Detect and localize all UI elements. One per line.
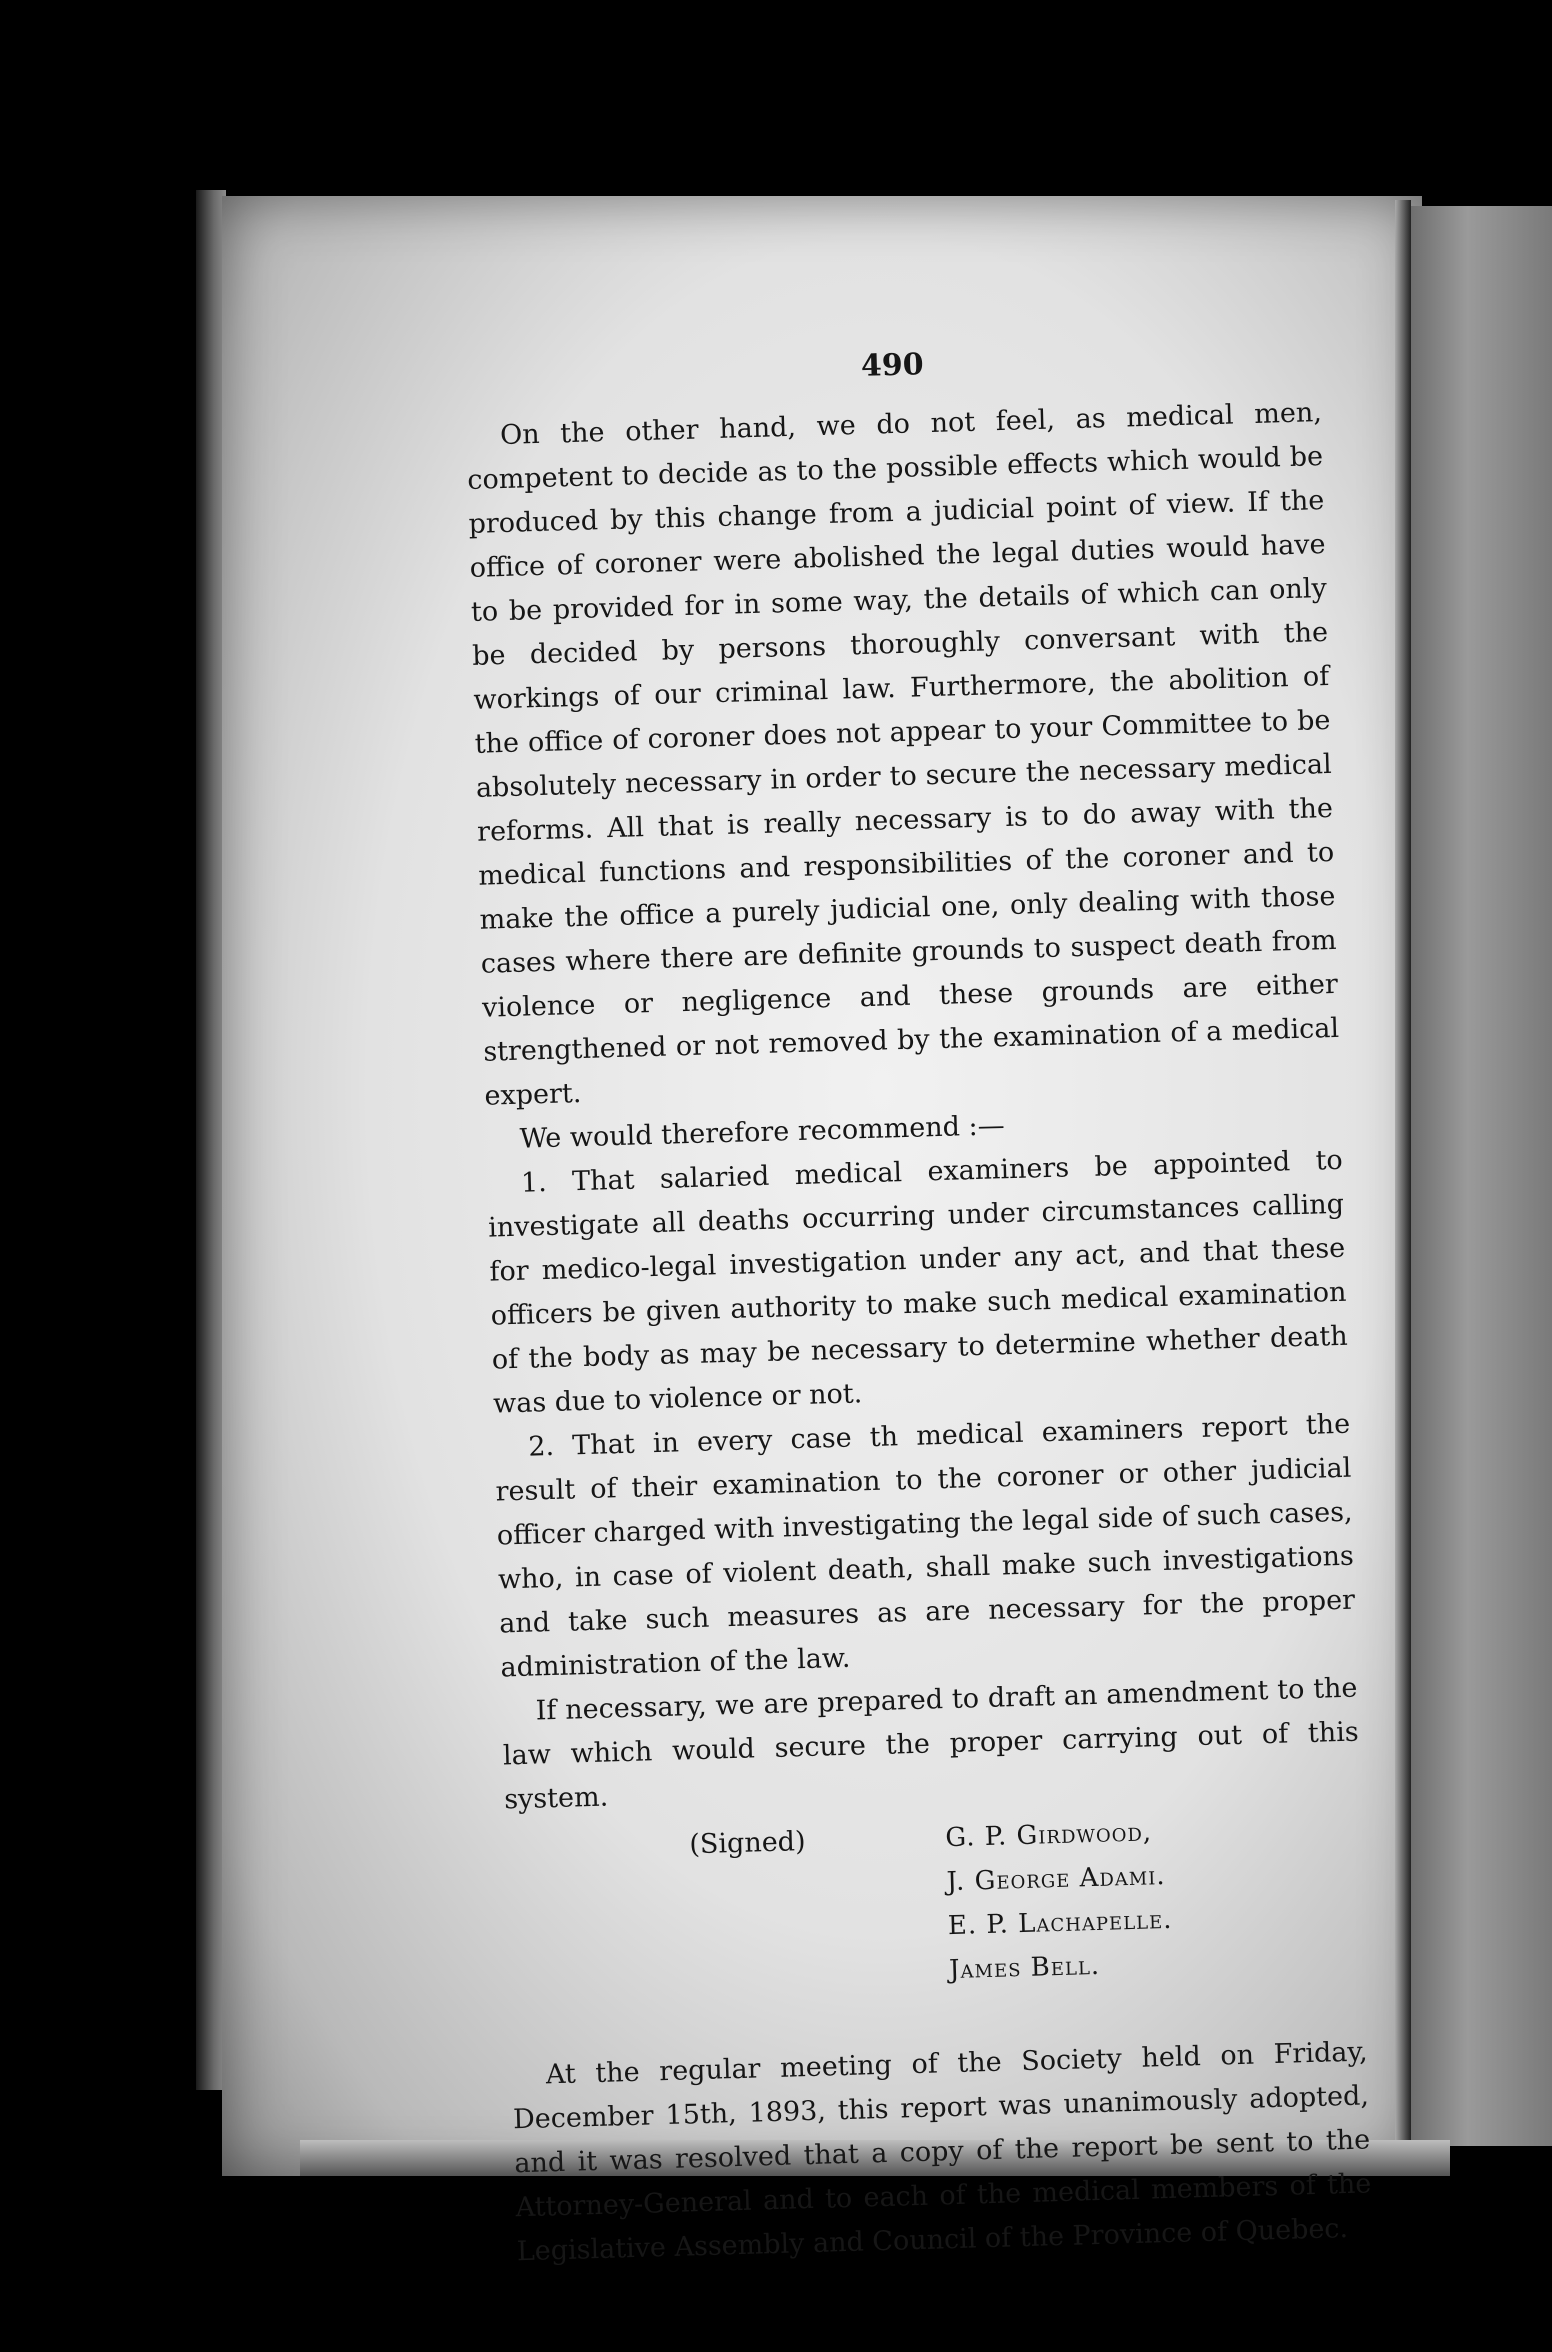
page-content <box>464 336 1373 2274</box>
paragraph-closing-resolution: At the regular meeting of the Society held on Friday, December 15th, 1893, this report was unanimously adopted, and it was resolved that a copy of the report be sent to the Attorney-General and to each of the medical members of the Legislative Assembly and Council of the Province of Quebec. <box>512 2036 1372 2268</box>
page-fold-shadow <box>1395 200 1411 2160</box>
page-number: 490 <box>860 347 925 384</box>
signed-label: (Signed) <box>688 1826 806 1861</box>
signatory: J. George Adami. <box>946 1861 1166 1898</box>
paragraph-medical-men: On the other hand, we do not feel, as medical men, competent to decide as to the possible effects which would be produced by this change from a judicial point of view. If the office of coroner were abolished the legal duties would have to be provided for in some way, the details of which can only be decided by persons thoroughly conversant with the workings of our criminal law. Furthermore, the abolition of the office of coroner does not appear to your Committee to be absolutely necessary in order to secure the necessary medical reforms. All that is really necessary is to do away with the medical functions and responsibilities of the coroner and to make the office a purely judicial one, only dealing with those cases where there are definite grounds to suspect death from violence or negligence and these grounds are either strengthened or not removed by the examination of a medical expert. <box>466 397 1340 1112</box>
signatory: James Bell. <box>948 1950 1101 1986</box>
recommendation-1: 1. That salaried medical examiners be appointed to investigate all deaths occurring under circumstances calling for medico-legal investigation under any act, and that these officers be given authority to make such medical examination of the body as may be necessary to determine whether death was due to violence or not. <box>487 1144 1349 1420</box>
paragraph-recommend-intro: We would therefore recommend :— <box>519 1110 1006 1155</box>
signatory: G. P. Girdwood, <box>945 1817 1153 1854</box>
signatory: E. P. Lachapelle. <box>947 1904 1173 1942</box>
paragraph-amendment: If necessary, we are prepared to draft an amendment to the law which would secure the proper carrying out of this system. <box>502 1672 1360 1816</box>
recommendation-2: 2. That in every case th medical examiners report the result of their examination to the coroner or other judicial officer charged with investigating the legal side of such cases, who, in case of violent death, shall make such investigations and take such measures as are necessary for the proper administration of the law. <box>495 1408 1356 1684</box>
adjacent-page <box>1411 206 1552 2146</box>
signature-block <box>505 1805 1366 2005</box>
signatory-list <box>945 1810 1174 1992</box>
